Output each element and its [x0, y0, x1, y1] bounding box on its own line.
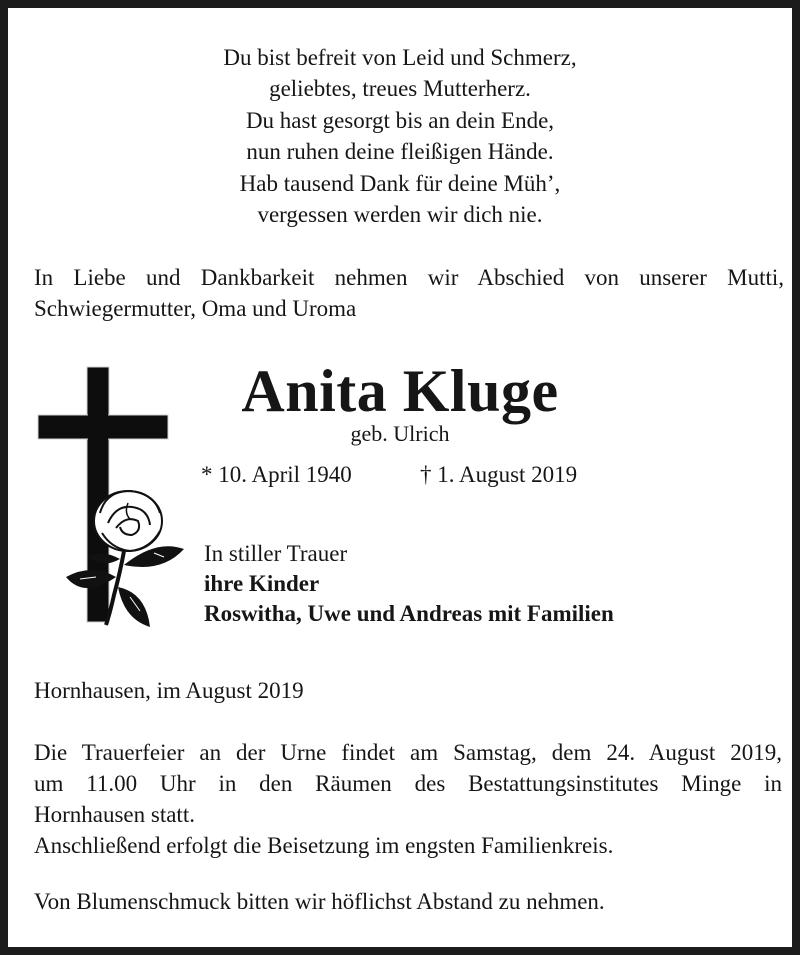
ceremony-line: um 11.00 Uhr in den Räumen des Bestattungsinstitutes Minge in — [34, 771, 782, 796]
intro-text: In Liebe und Dankbarkeit nehmen wir Abschied von unserer Mutti, Schwiegermutter, Oma und Uroma — [34, 265, 784, 321]
poem-line: nun ruhen deine fleißigen Hände. — [246, 139, 554, 165]
flowers-note: Von Blumenschmuck bitten wir höflichst Abstand zu nehmen. — [34, 889, 605, 914]
death-date: † 1. August 2019 — [420, 462, 578, 487]
maiden-name: geb. Ulrich — [350, 421, 450, 446]
poem-line: vergessen werden wir dich nie. — [257, 202, 543, 228]
ceremony-info — [34, 737, 782, 861]
ceremony-line: Hornhausen statt. — [34, 802, 195, 827]
mourners-names: Roswitha, Uwe und Andreas mit Familien — [204, 601, 614, 626]
mourners — [204, 539, 614, 629]
birth-date: * 10. April 1940 — [201, 462, 352, 487]
cross-icon — [36, 363, 186, 638]
ceremony-line: Anschließend erfolgt die Beisetzung im engsten Familienkreis. — [34, 833, 614, 858]
mourners-children: ihre Kinder — [204, 571, 320, 596]
poem — [8, 42, 792, 230]
poem-line: Hab tausend Dank für deine Müh’, — [239, 170, 561, 196]
poem-line: geliebtes, treues Mutterherz. — [269, 76, 531, 102]
mourners-line: In stiller Trauer — [204, 541, 348, 566]
poem-line: Du bist befreit von Leid und Schmerz, — [223, 45, 577, 70]
rose-icon — [66, 491, 184, 627]
deceased-name: Anita Kluge — [241, 358, 559, 424]
place-date: Hornhausen, im August 2019 — [34, 678, 304, 703]
poem-line: Du hast gesorgt bis an dein Ende, — [245, 107, 555, 133]
ceremony-line: Die Trauerfeier an der Urne findet am Samstag, dem 24. August 2019, — [34, 740, 782, 765]
